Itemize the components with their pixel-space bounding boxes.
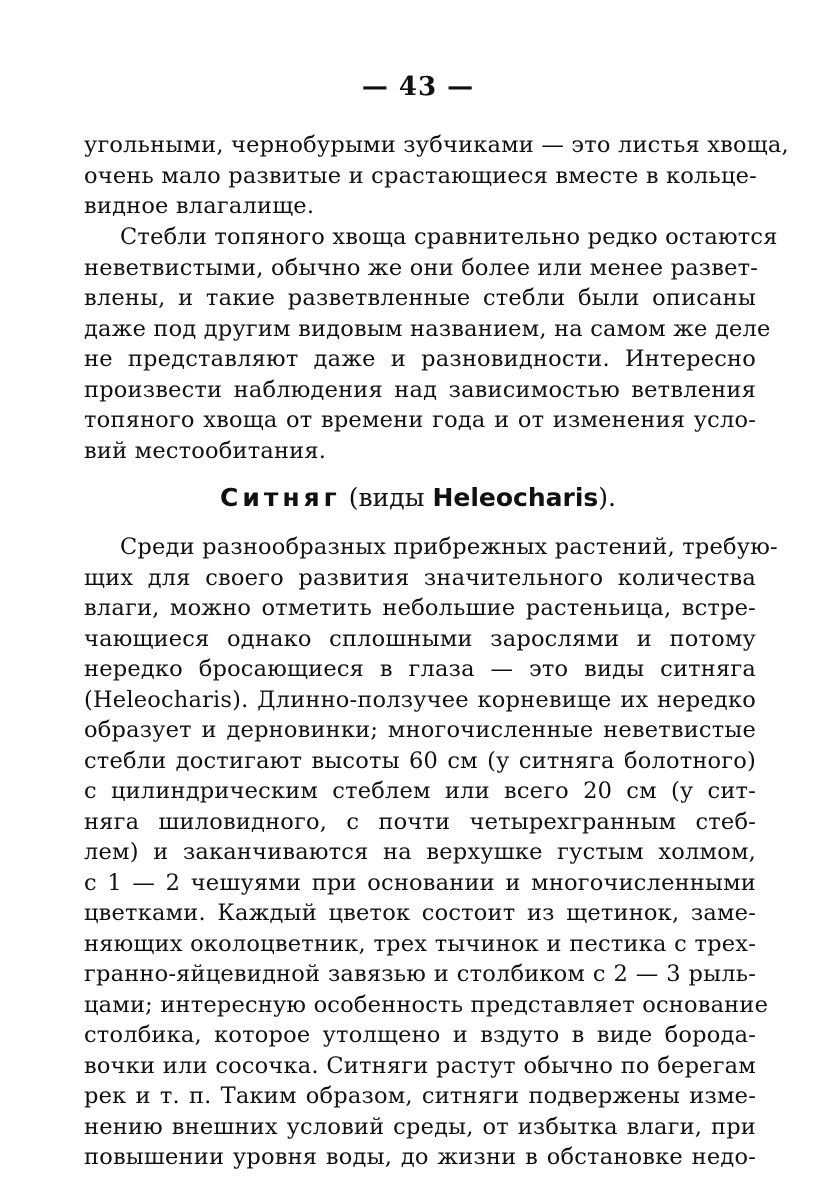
- text-line: вий местообитания.: [84, 437, 327, 464]
- text-line: столбика, которое утолщено и вздуто в виде борода-: [84, 1022, 756, 1048]
- page-number: — 43 —: [361, 72, 475, 102]
- text-line: (Heleocharis). Длинно-ползучее корневище их нередко: [84, 686, 756, 713]
- text-line: Среди разнообразных прибрежных растений, требую-: [120, 534, 778, 560]
- heading-paren-close: ).: [598, 483, 616, 512]
- paragraph-continuation: [84, 130, 789, 222]
- text-line: гранно-яйцевидной завязью и столбиком с 2 — 3 рыль-: [84, 961, 756, 987]
- text-line: Стебли топяного хвоща сравнительно редко остаются: [120, 224, 778, 250]
- text-line: очень мало развитые и срастающиеся вместе в кольце-: [84, 162, 757, 189]
- text-line: не представляют даже и разновидности. Интересно: [84, 346, 756, 372]
- text-line: няга шиловидного, с почти четырехгранным стеб-: [84, 808, 756, 835]
- text-line: видное влагалище.: [84, 193, 315, 219]
- text-line: неветвистыми, обычно же они более или менее развет-: [84, 254, 759, 281]
- text-line: лем) и заканчиваются на верхушке густым холмом,: [84, 839, 756, 865]
- paragraph-horsetail-stems: [84, 222, 778, 466]
- text-line: даже под другим видовым названием, на самом же деле: [84, 315, 771, 342]
- text-line: нению внешних условий среды, от избытка влаги, при: [84, 1113, 756, 1140]
- text-line: с 1 — 2 чешуями при основании и многочисленными: [84, 869, 756, 896]
- text-line: щих для своего развития значительного количества: [84, 564, 756, 591]
- section-heading: [0, 480, 836, 516]
- text-line: нередко бросающиеся в глаза — это виды ситняга: [84, 656, 756, 682]
- text-line: повышении уровня воды, до жизни в обстановке недо-: [84, 1144, 756, 1170]
- text-line: цами; интересную особенность представляет основание: [84, 991, 769, 1018]
- text-line: рек и т. п. Таким образом, ситняги подвержены изме-: [84, 1083, 756, 1109]
- heading-paren-open: (виды: [340, 483, 433, 512]
- text-line: с цилиндрическим стеблем или всего 20 см (у сит-: [84, 778, 756, 804]
- text-line: влены, и такие разветвленные стебли были описаны: [84, 285, 756, 311]
- text-line: образует и дерновинки; многочисленные неветвистые: [84, 717, 756, 743]
- text-line: стебли достигают высоты 60 см (у ситняга болотного): [84, 747, 756, 774]
- text-line: вочки или сосочка. Ситняги растут обычно по берегам: [84, 1052, 756, 1079]
- text-line: влаги, можно отметить небольшие растеньица, встре-: [84, 595, 756, 621]
- text-line: угольными, чернобурыми зубчиками — это листья хвоща,: [84, 132, 789, 158]
- heading-title: Ситняг: [220, 483, 341, 512]
- heading-latin-name: Heleocharis: [432, 483, 599, 512]
- text-line: произвести наблюдения над зависимостью ветвления: [84, 376, 756, 403]
- text-line: няющих околоцветник, трех тычинок и пестика с трех-: [84, 930, 756, 957]
- text-line: топяного хвоща от времени года и от изменения усло-: [84, 407, 756, 433]
- paragraph-heleocharis: [84, 532, 778, 1173]
- text-line: чающиеся однако сплошными зарослями и потому: [84, 625, 756, 652]
- text-line: цветками. Каждый цветок состоит из щетинок, заме-: [84, 900, 756, 926]
